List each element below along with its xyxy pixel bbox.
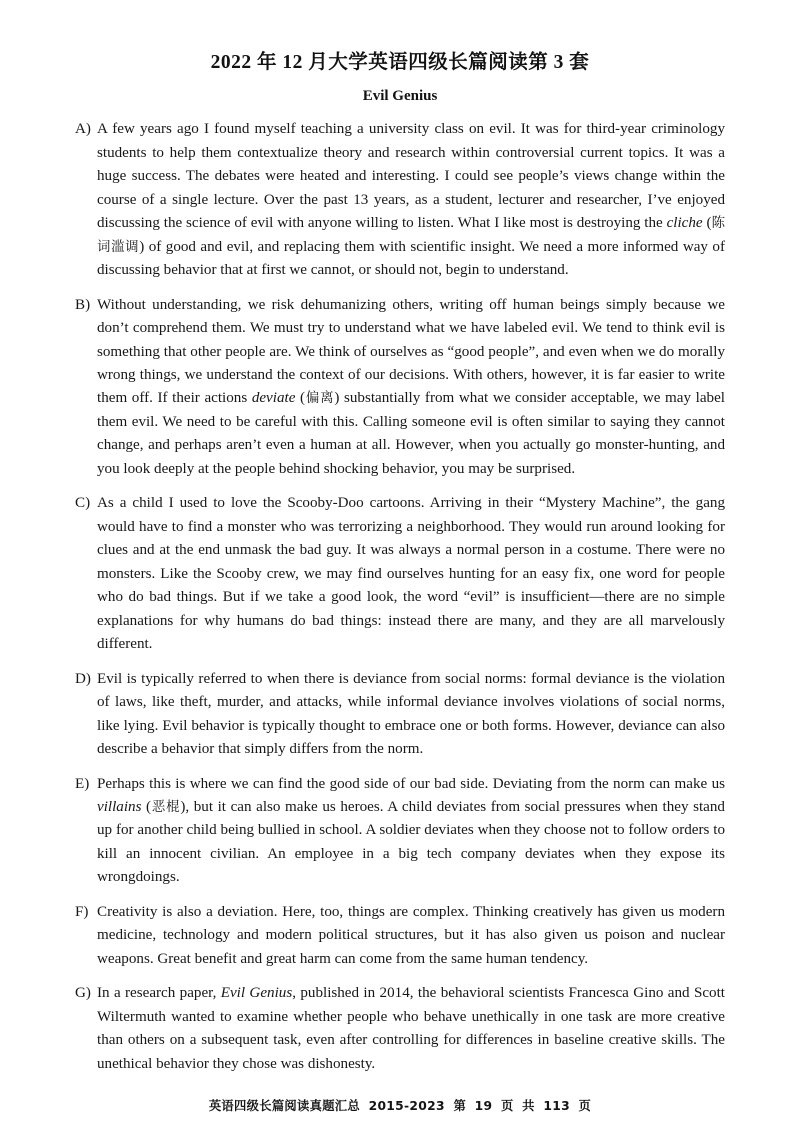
chinese-gloss: 偏离	[305, 391, 335, 407]
paragraph-text	[97, 118, 725, 282]
text-run: Evil is typically referred to when there is deviance from social norms: formal deviance is the violation of laws, like theft, murder, and attacks, while informal deviance involves violations of social norms, like lying. Evil behavior is typically thought to embrace one or both forms. However, deviance can also describe a behavior that simply differs from the norm.	[97, 670, 725, 758]
text-run: Creativity is also a deviation. Here, too, things are complex. Thinking creatively has given us modern medicine, technology and modern political structures, but it has also given us poison and nuclear weapons. Great benefit and great harm can come from the same human tendency.	[97, 903, 725, 967]
paragraph-label: E)	[75, 775, 90, 792]
paragraph-text	[97, 982, 725, 1076]
passage-paragraph	[75, 901, 725, 971]
paragraph-label: F)	[75, 903, 89, 920]
italic-term: villains	[97, 798, 142, 815]
paragraph-text	[97, 294, 725, 482]
italic-term: deviate	[251, 390, 296, 407]
footer-collection: 英语四级长篇阅读真题汇总	[208, 1099, 360, 1113]
passage-paragraph	[75, 773, 725, 890]
text-run: , published in 2014, the behavioral scientists Francesca Gino and Scott Wiltermuth wanted to examine whether people who behave unethically in one task are more creative than others on a subsequent task, even after controlling for differences in baseline creative skills. The unethical behavior they chose was dishonesty.	[97, 985, 725, 1072]
page-title: 2022 年 12 月大学英语四级长篇阅读第 3 套	[210, 52, 590, 73]
paragraph-text	[97, 773, 725, 890]
chinese-gloss: 恶棍	[151, 799, 181, 815]
chinese-gloss: 陈词滥调	[97, 216, 725, 255]
paragraph-label: C)	[75, 495, 91, 512]
text-run: Without understanding, we risk dehumanizing others, writing off human beings simply because we don’t comprehend them. We must try to understand what we have labeled evil. We tend to think evil is something that other people are. We think of ourselves as “good people”, and even when we do morally wrong things, we understand the context of our decisions. With others, however, it is far easier to write them off. If their actions	[97, 296, 725, 407]
paragraph-label: B)	[75, 296, 91, 313]
text-run: ) of good and evil, and replacing them with scientific insight. We need a more informed way of discussing behavior that at first we cannot, or should not, begin to understand.	[97, 238, 726, 279]
footer-total-prefix: 共	[522, 1099, 535, 1113]
footer-total-pages: 113	[543, 1099, 570, 1113]
italic-term: cliche	[666, 215, 703, 232]
passage-paragraph	[75, 982, 725, 1076]
passage-body	[0, 118, 800, 1076]
passage-title: Evil Genius	[362, 88, 438, 105]
passage-paragraph	[75, 668, 725, 762]
passage-paragraph	[75, 294, 725, 482]
text-run: (	[295, 390, 306, 407]
paragraph-text	[97, 901, 725, 971]
text-run: In a research paper,	[97, 985, 221, 1002]
text-run: (	[702, 215, 712, 232]
passage-paragraph	[75, 118, 725, 282]
footer-total-unit: 页	[578, 1099, 592, 1113]
paragraph-label: D)	[75, 670, 91, 687]
footer-page-unit: 页	[500, 1099, 514, 1113]
paragraph-text	[97, 668, 725, 762]
text-run: ) substantially from what we consider acceptable, we may label them evil. We need to be careful with this. Calling someone evil is often similar to saying they cannot change, and perhaps aren’t even a human at all. However, when you actually go monster-hunting, and you look deeply at the people behind shocking behavior, you may be surprised.	[97, 390, 725, 477]
page-footer	[0, 1096, 800, 1114]
text-run: ), but it can also make us heroes. A child deviates from social pressures when they stand up for another child being bullied in school. A soldier deviates when they choose not to follow orders to kill an innocent civilian. An employee in a big tech company deviates when they expose its wrongdoings.	[97, 798, 725, 886]
paragraph-text	[97, 492, 725, 656]
footer-page-number: 19	[474, 1099, 493, 1113]
text-run: Perhaps this is where we can find the good side of our bad side. Deviating from the norm can make us	[97, 775, 725, 792]
paragraph-label: G)	[75, 985, 91, 1002]
footer-page-prefix: 第	[453, 1099, 467, 1113]
paragraph-label: A)	[75, 121, 91, 138]
italic-term: Evil Genius	[220, 985, 293, 1002]
footer-year-range: 2015-2023	[368, 1099, 445, 1113]
passage-paragraph	[75, 492, 725, 656]
text-run: As a child I used to love the Scooby-Doo cartoons. Arriving in their “Mystery Machine”, the gang would have to find a monster who was terrorizing a neighborhood. They would run around looking for clues and at the end unmask the bad guy. It was always a normal person in a costume. There were no monsters. Like the Scooby crew, we may find ourselves hunting for an easy fix, one word for people who do bad things. But if we take a good look, the word “evil” is insufficient—there are no simple explanations for why humans do bad things: instead there are many, and they are all marvelously different.	[97, 495, 725, 653]
text-run: (	[141, 798, 152, 815]
text-run: A few years ago I found myself teaching a university class on evil. It was for third-year criminology students to help them contextualize theory and research within controversial current topics. It was a huge success. The debates were heated and interesting. I could see people’s views change within the course of a single lecture. Over the past 13 years, as a student, lecturer and researcher, I’ve enjoyed discussing the science of evil with anyone willing to listen. What I like most is destroying the	[97, 121, 725, 232]
